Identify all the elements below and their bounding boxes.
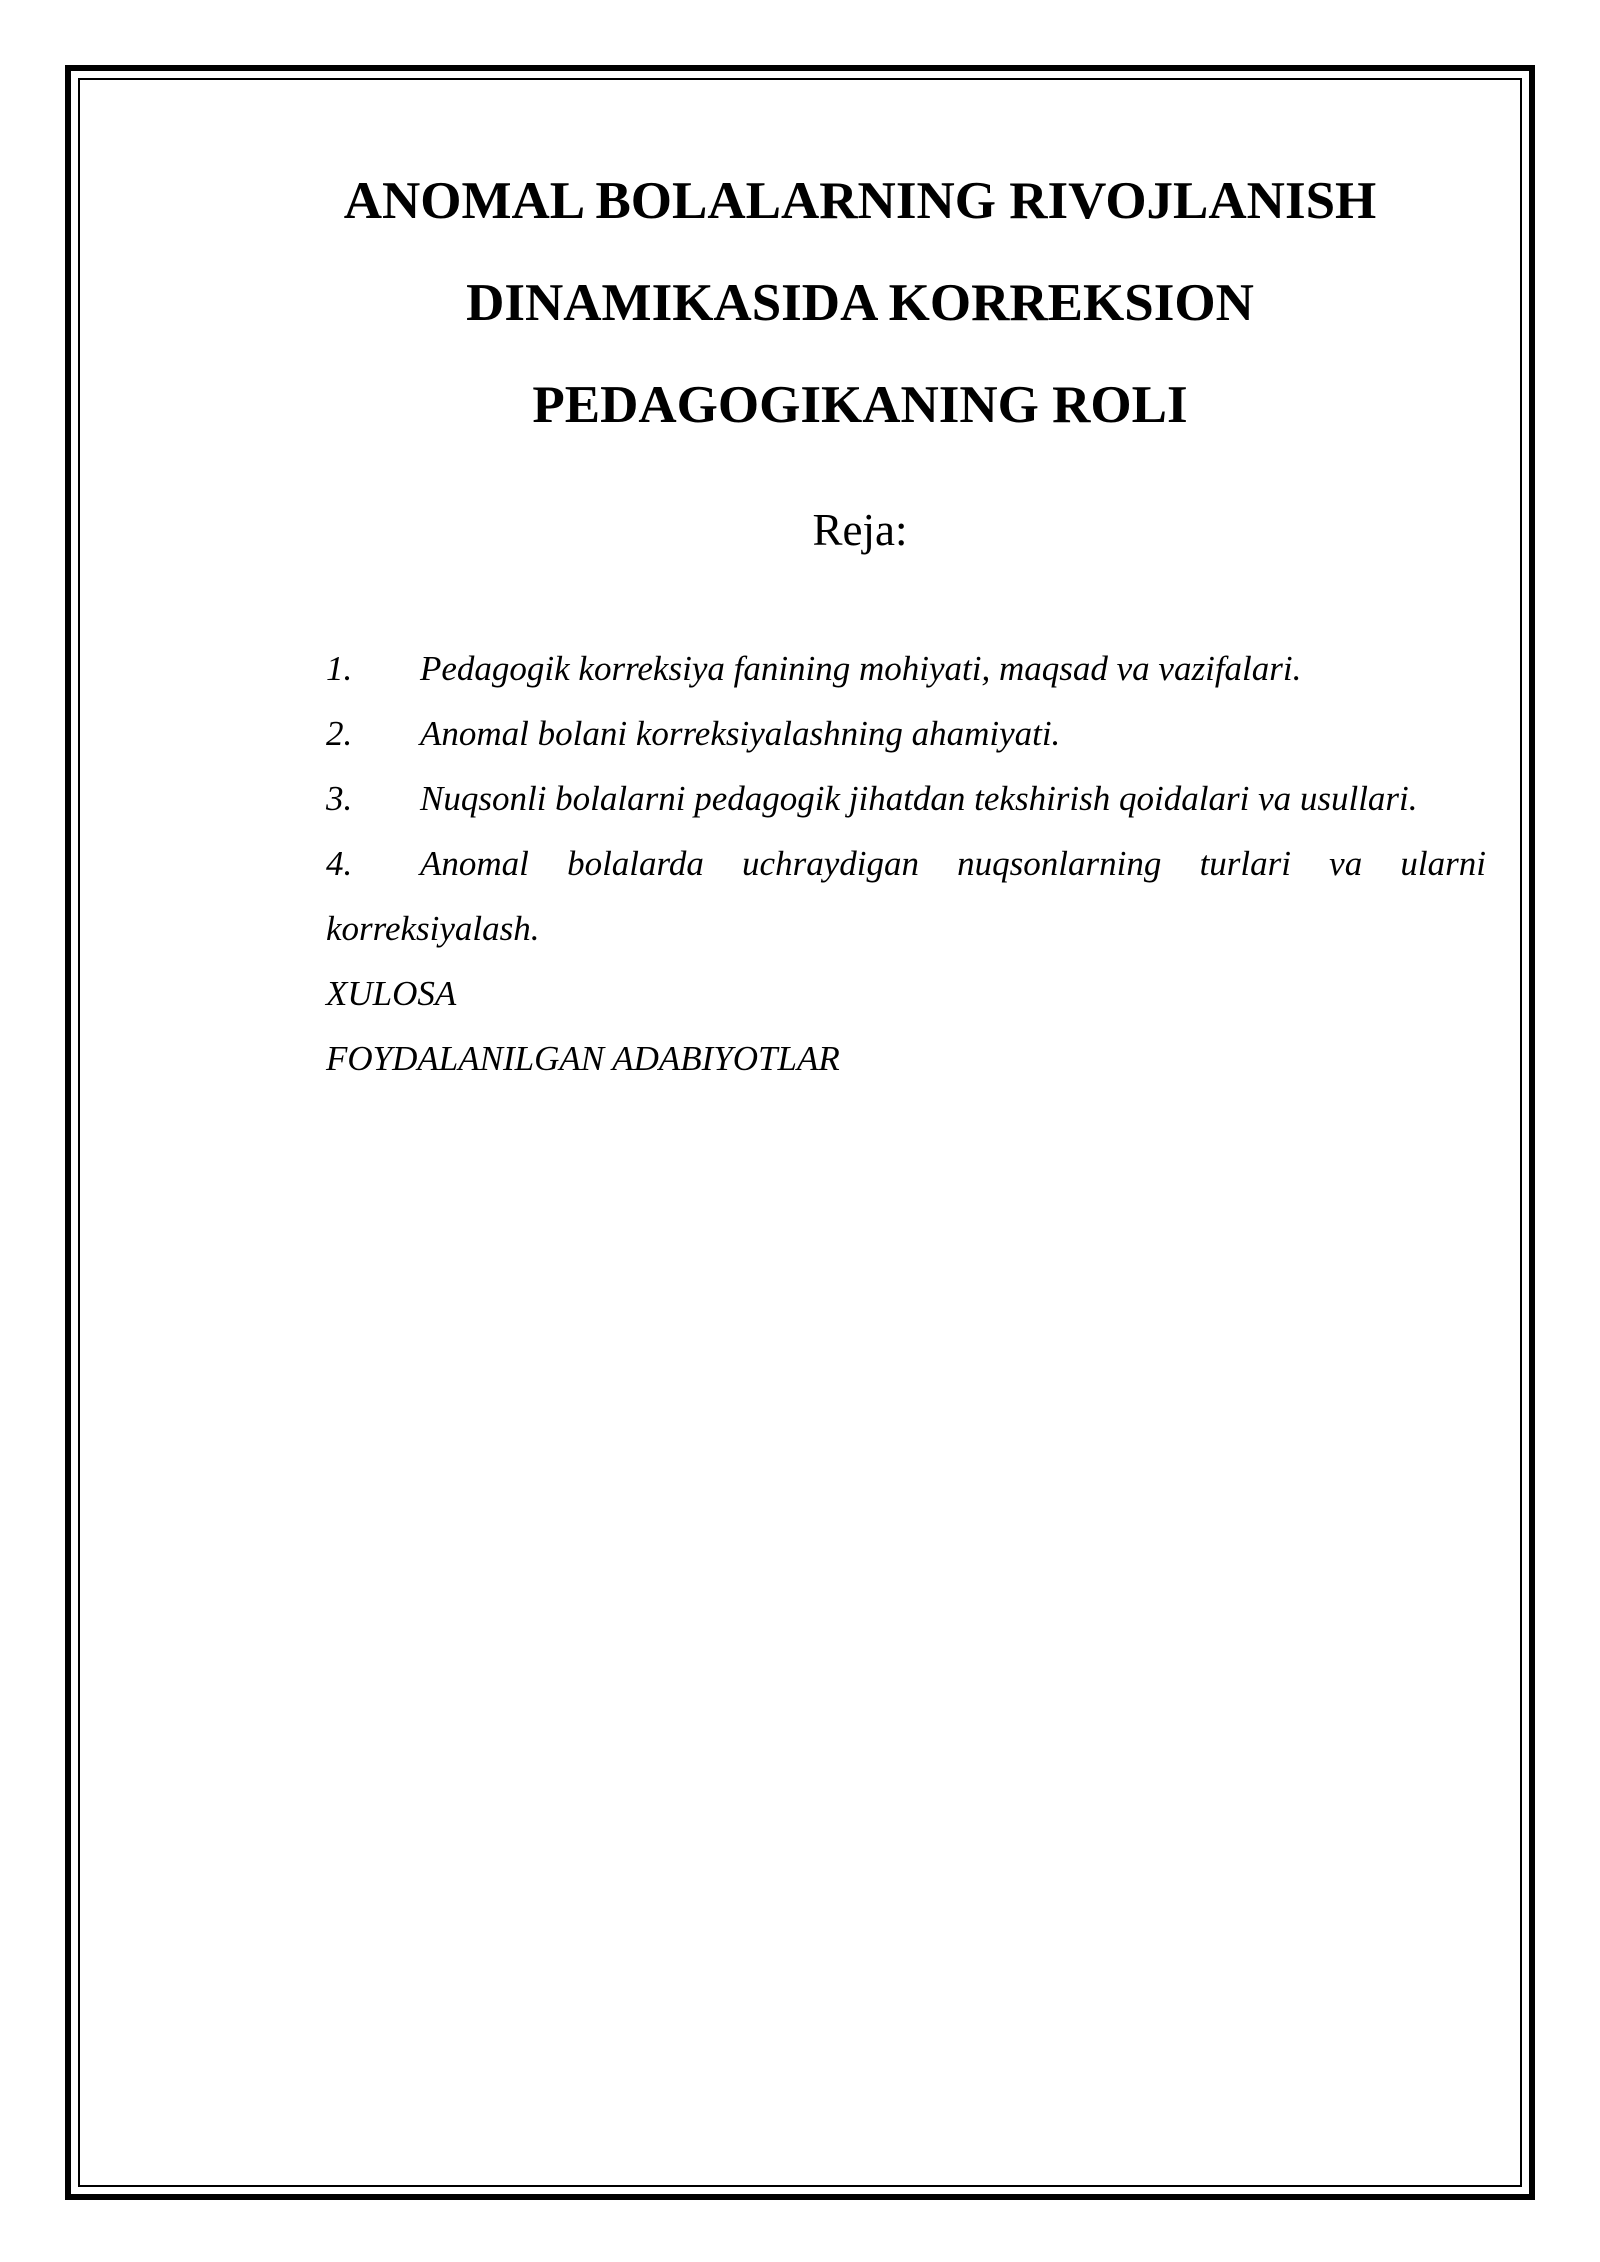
document-title xyxy=(240,150,1480,456)
plan-item-number: 3. xyxy=(326,779,353,818)
plan-item-number: 4. xyxy=(326,844,353,883)
plan-item-text: Anomal bolalarda uchraydigan nuqsonlarning turlari va ularni korreksiyalash. xyxy=(326,844,1486,948)
title-line: ANOMAL BOLALARNING RIVOJLANISH xyxy=(343,172,1377,230)
plan-heading: Reja: xyxy=(812,505,908,555)
plan-item-number: 1. xyxy=(326,649,353,688)
plan-item xyxy=(326,701,1486,766)
title-line: DINAMIKASIDA KORREKSION xyxy=(466,274,1254,332)
plan-item-text: Anomal bolani korreksiyalashning ahamiyati. xyxy=(420,714,1061,753)
plan-item xyxy=(326,636,1486,701)
title-line: PEDAGOGIKANING ROLI xyxy=(532,376,1188,434)
plan-item xyxy=(326,766,1486,831)
plan-item-text: Nuqsonli bolalarni pedagogik jihatdan tekshirish qoidalari va usullari. xyxy=(420,779,1418,818)
plan-list xyxy=(326,636,1486,1091)
plan-item-number: 2. xyxy=(326,714,353,753)
conclusion-item: XULOSA xyxy=(326,974,457,1013)
plan-item-text: Pedagogik korreksiya fanining mohiyati, maqsad va vazifalari. xyxy=(420,649,1302,688)
plan-item xyxy=(326,831,1486,961)
references-item: FOYDALANILGAN ADABIYOTLAR xyxy=(326,1039,840,1078)
